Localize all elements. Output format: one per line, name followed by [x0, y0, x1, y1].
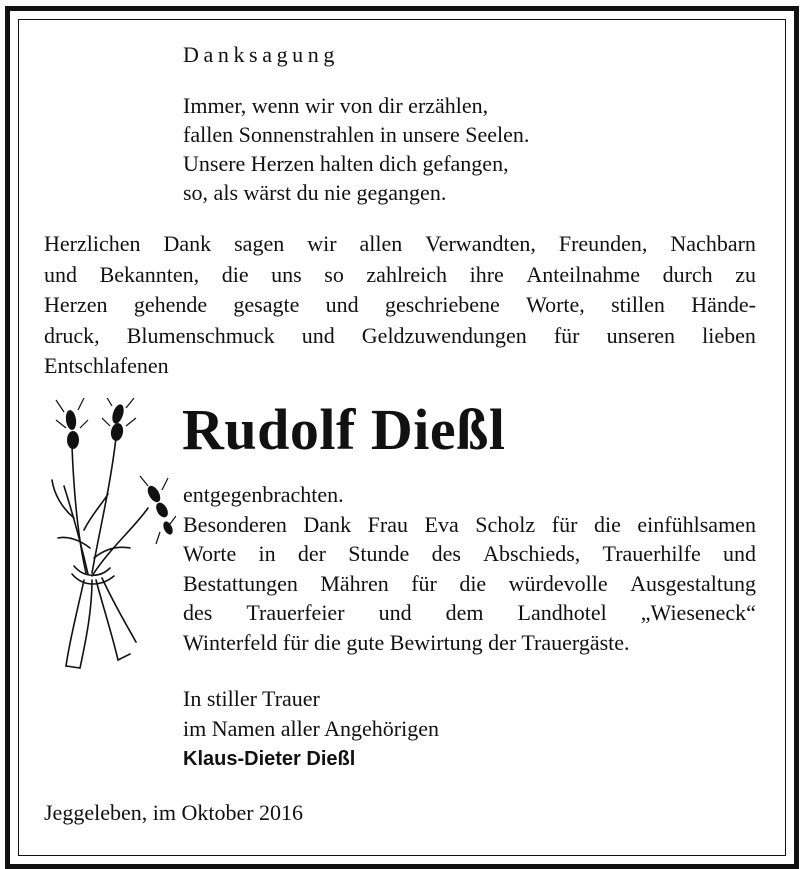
word: und — [325, 292, 359, 317]
word: für — [553, 322, 580, 348]
word: dem — [445, 600, 484, 625]
acknowledgement-paragraph — [183, 480, 756, 657]
thanks-line-1 — [44, 229, 756, 260]
thanks-line-4 — [44, 321, 756, 352]
thanks-line-5: Entschlafenen — [44, 353, 169, 378]
word: Ausgestaltung — [630, 570, 756, 596]
word: Dank — [303, 511, 352, 537]
word: Freunden, — [558, 231, 648, 256]
word: Verwandten, — [425, 231, 536, 256]
word: Besonderen — [183, 511, 287, 537]
thanks-paragraph — [44, 229, 756, 382]
word: lieben — [702, 322, 756, 348]
word: Herzlichen — [44, 231, 141, 256]
word: Anteilnahme — [526, 261, 640, 287]
word: einfühlsamen — [637, 511, 756, 537]
body-line-2 — [183, 510, 756, 540]
word: der — [297, 541, 326, 566]
word: ihre — [469, 261, 504, 287]
word: „Wieseneck“ — [640, 600, 756, 625]
word: unseren — [606, 322, 676, 348]
word: Bekannten, — [99, 261, 200, 287]
word: für — [411, 570, 437, 596]
wheat-sheaf-icon — [44, 398, 176, 678]
word: Stunde — [348, 541, 410, 566]
body-line-3 — [183, 539, 756, 569]
word: so — [324, 261, 344, 287]
word: Worte, — [526, 292, 585, 317]
word: Worte — [183, 541, 237, 566]
word: zu — [735, 261, 756, 287]
word: Eva — [424, 511, 459, 537]
word: Scholz — [475, 511, 536, 537]
body-line-4 — [183, 569, 756, 599]
word: die — [593, 511, 621, 537]
word: würdevolle — [508, 570, 608, 596]
signature: Klaus-Dieter Dießl — [183, 748, 356, 770]
poem-line: so, als wärst du nie gegangen. — [183, 180, 447, 205]
word: uns — [271, 261, 302, 287]
word: wir — [307, 231, 337, 256]
word: druck, — [44, 322, 100, 348]
closing-block — [183, 684, 439, 774]
word: Blumenschmuck — [126, 322, 275, 348]
word: und — [722, 541, 756, 566]
word: Trauerhilfe — [602, 541, 701, 566]
word: zahlreich — [366, 261, 448, 287]
word: gesagte — [233, 292, 300, 317]
word: Nachbarn — [670, 231, 756, 256]
word: für — [551, 511, 578, 537]
thanks-line-2 — [44, 260, 756, 291]
closing-line: In stiller Trauer — [183, 686, 320, 711]
word: Hände- — [691, 292, 756, 317]
word: durch — [662, 261, 713, 287]
word: Bestattungen — [183, 570, 298, 596]
poem-line: fallen Sonnenstrahlen in unsere Seelen. — [183, 122, 530, 147]
closing-line: im Namen aller Angehörigen — [183, 716, 439, 741]
poem-line: Immer, wenn wir von dir erzählen, — [183, 93, 489, 118]
word: Mähren — [320, 570, 389, 596]
word: geschriebene — [384, 292, 500, 317]
word: gehende — [133, 292, 208, 317]
word: und — [378, 600, 412, 625]
body-line-6: Winterfeld für die gute Bewirtung der Trauergäste. — [183, 629, 630, 655]
deceased-name: Rudolf Dießl — [182, 397, 506, 462]
word: Frau — [367, 511, 408, 537]
word: Abschieds, — [483, 541, 581, 566]
word: die — [221, 261, 249, 287]
word: und — [44, 261, 77, 287]
word: Herzen — [44, 292, 108, 317]
word: stillen — [611, 292, 665, 317]
poem — [183, 91, 529, 207]
word: in — [258, 541, 276, 566]
word: sagen — [234, 231, 285, 256]
word: des — [183, 600, 213, 625]
word: und — [301, 322, 335, 348]
word: Trauerfeier — [246, 600, 345, 625]
thanks-line-3 — [44, 290, 756, 321]
word: Geldzuwendungen — [361, 322, 527, 348]
word: Dank — [163, 231, 212, 256]
poem-line: Unsere Herzen halten dich gefangen, — [183, 151, 509, 176]
body-line-1: entgegenbrachten. — [183, 482, 344, 507]
place-date: Jeggeleben, im Oktober 2016 — [44, 800, 304, 825]
heading-danksagung: Danksagung — [183, 42, 339, 67]
word: des — [431, 541, 461, 566]
word: allen — [359, 231, 403, 256]
word: Landhotel — [517, 600, 607, 625]
body-line-5 — [183, 598, 756, 628]
word: die — [459, 570, 487, 596]
